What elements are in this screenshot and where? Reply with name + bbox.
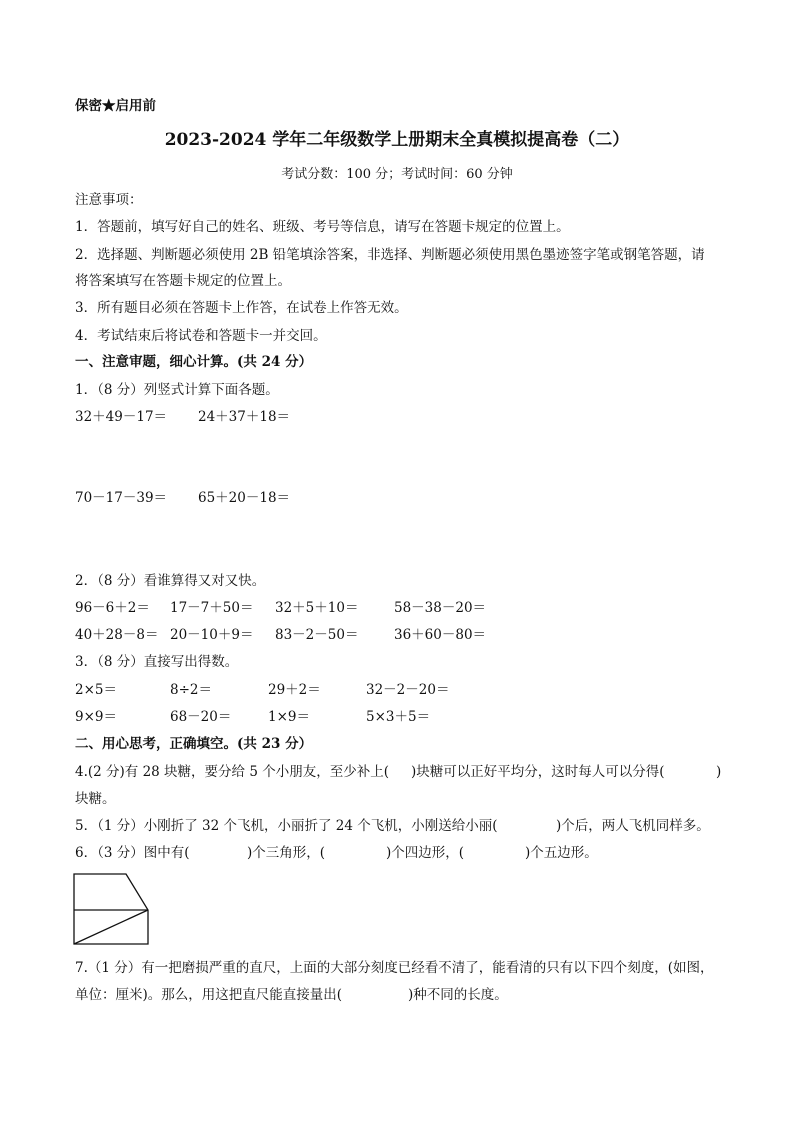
equation: 9×9＝: [75, 709, 117, 725]
equation: 96－6＋2＝: [75, 600, 150, 616]
question-q6-part: )个三角形，(: [247, 845, 326, 861]
question-q7-part: )种不同的长度。: [408, 987, 508, 1003]
question-q4-part: ): [716, 764, 722, 780]
question-q4-part: 块糖。: [75, 791, 116, 807]
equation: 36＋60－80＝: [394, 627, 487, 643]
equation: 32＋49－17＝: [75, 409, 168, 425]
equation: 68－20＝: [170, 709, 232, 725]
notice-item: 1．答题前，填写好自己的姓名、班级、考号等信息，请写在答题卡规定的位置上。: [75, 219, 570, 235]
equation: 70－17－39＝: [75, 490, 168, 506]
question-q6-part: )个四边形，(: [386, 845, 465, 861]
section-heading: 一、注意审题，细心计算。(共 24 分）: [75, 354, 313, 370]
notice-item: 将答案填写在答题卡规定的位置上。: [75, 273, 291, 289]
equation: 2×5＝: [75, 682, 117, 698]
question-q7-line: 7.（1 分）有一把磨损严重的直尺，上面的大部分刻度已经看不清了，能看清的只有以下四个刻度，(如图，: [75, 960, 714, 976]
question-q4-part: )块糖可以正好平均分，这时每人可以分得(: [411, 764, 665, 780]
question-stem: 3．（8 分）直接写出得数。: [75, 654, 239, 670]
equation: 17－7＋50＝: [170, 600, 254, 616]
notice-heading: 注意事项：: [75, 192, 143, 208]
equation: 65＋20－18＝: [198, 490, 291, 506]
equation: 24＋37＋18＝: [198, 409, 291, 425]
equation: 83－2－50＝: [275, 627, 359, 643]
question-q4-part: 4.(2 分)有 28 块糖，要分给 5 个小朋友，至少补上(: [75, 764, 389, 780]
section-heading: 二、用心思考，正确填空。(共 23 分）: [75, 736, 313, 752]
equation: 32＋5＋10＝: [275, 600, 359, 616]
equation: 20－10＋9＝: [170, 627, 254, 643]
question-stem: 1．（8 分）列竖式计算下面各题。: [75, 382, 279, 398]
equation: 5×3＋5＝: [366, 709, 431, 725]
equation: 40＋28－8＝: [75, 627, 159, 643]
notice-item: 4．考试结束后将试卷和答题卡一并交回。: [75, 328, 327, 344]
equation: 8÷2＝: [170, 682, 212, 698]
equation: 32－2－20＝: [366, 682, 450, 698]
notice-item: 2．选择题、判断题必须使用 2B 铅笔填涂答案，非选择、判断题必须使用黑色墨迹签字笔或钢笔答题，请: [75, 247, 705, 263]
exam-info: 考试分数：100 分；考试时间：60 分钟: [281, 167, 513, 182]
question-q5-part: )个后，两人飞机同样多。: [556, 818, 710, 834]
polygon-figure: [72, 872, 152, 948]
notice-item: 3．所有题目必须在答题卡上作答，在试卷上作答无效。: [75, 300, 408, 316]
page-title: 2023-2024 学年二年级数学上册期末全真模拟提高卷（二）: [164, 130, 630, 150]
equation: 1×9＝: [268, 709, 310, 725]
question-q5-part: 5．（1 分）小刚折了 32 个飞机，小丽折了 24 个飞机，小刚送给小丽(: [75, 818, 498, 834]
question-stem: 2．（8 分）看谁算得又对又快。: [75, 573, 266, 589]
question-q6-part: 6．（3 分）图中有(: [75, 845, 190, 861]
question-q7-part: 单位：厘米)。那么，用这把直尺能直接量出(: [75, 987, 343, 1003]
secret-label: 保密★启用前: [75, 98, 156, 114]
equation: 29＋2＝: [268, 682, 321, 698]
question-q6-part: )个五边形。: [525, 845, 598, 861]
equation: 58－38－20＝: [394, 600, 487, 616]
